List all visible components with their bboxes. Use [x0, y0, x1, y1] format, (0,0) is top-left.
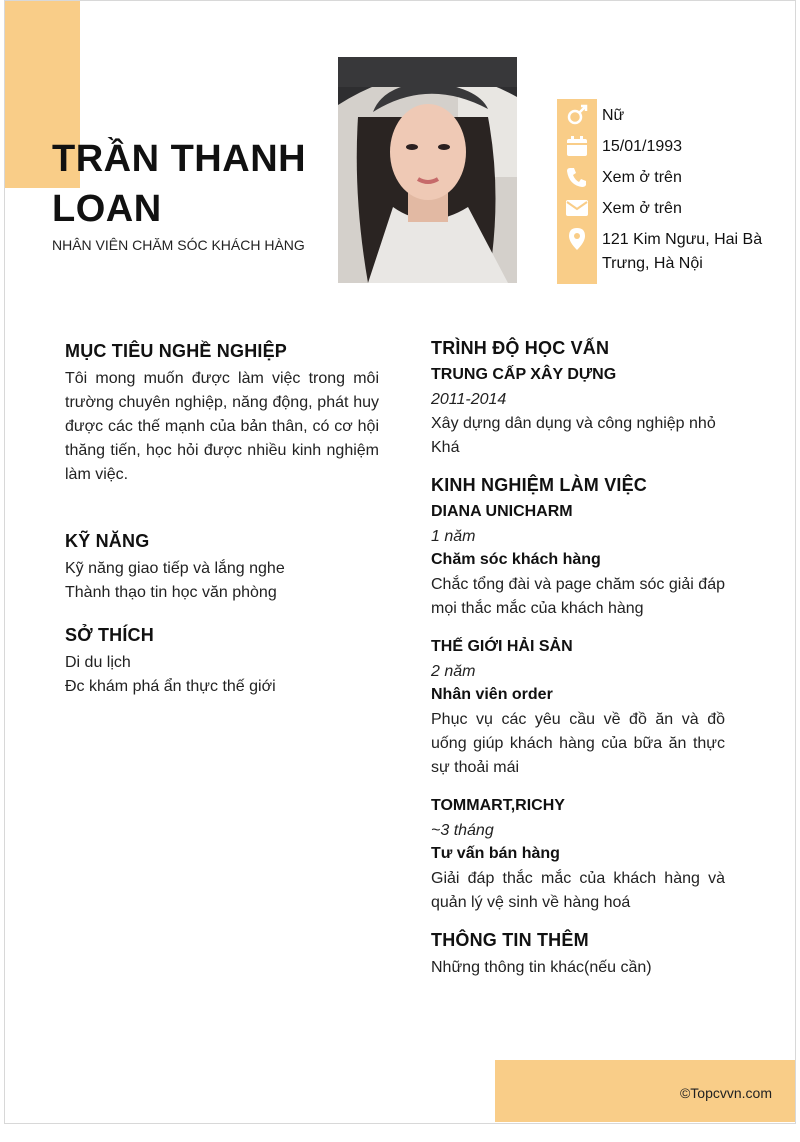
job-company: DIANA UNICHARM	[431, 503, 573, 520]
contact-address: 121 Kim Ngưu, Hai Bà Trưng, Hà Nội	[602, 231, 763, 272]
education-period: 2011-2014	[431, 391, 507, 408]
avatar-image	[338, 57, 517, 283]
job-description: Phục vụ các yêu cầu về đồ ăn và đồ uống giúp khách hàng của bữa ăn thực sự thoải mái	[431, 711, 725, 776]
job-position: Nhân viên order	[431, 686, 553, 703]
hobby-item: Di du lịch	[65, 654, 131, 671]
copyright-text[interactable]: ©Topcvvn.com	[679, 1085, 772, 1101]
experience-heading: KINH NGHIỆM LÀM VIỆC	[431, 475, 648, 495]
job-duration: 2 năm	[431, 663, 476, 680]
objective-heading: MỤC TIÊU NGHỀ NGHIỆP	[65, 341, 288, 361]
job-duration: ~3 tháng	[431, 822, 494, 839]
additional-text: Những thông tin khác(nếu cần)	[431, 959, 652, 976]
skills-heading: KỸ NĂNG	[65, 531, 150, 551]
job-company: TOMMART,RICHY	[431, 797, 565, 814]
additional-heading: THÔNG TIN THÊM	[431, 930, 589, 950]
job-duration: 1 năm	[431, 528, 476, 545]
skill-item: Thành thạo tin học văn phòng	[65, 584, 277, 601]
objective-text: Tôi mong muốn được làm việc trong môi trường chuyên nghiệp, năng động, phát huy được các thế mạnh của bản thân, có cơ hội thăng tiến, học hỏi được nhiều kinh nghiệm làm việc.	[65, 370, 379, 483]
contact-gender: Nữ	[602, 107, 625, 124]
job-title: NHÂN VIÊN CHĂM SÓC KHÁCH HÀNG	[52, 237, 305, 253]
location-icon	[564, 226, 590, 252]
job-position: Tư vấn bán hàng	[431, 845, 560, 862]
hobbies-heading: SỞ THÍCH	[65, 625, 154, 645]
candidate-name: TRẦN THANH LOAN	[52, 138, 307, 230]
avatar-photo	[338, 57, 517, 283]
skill-item: Kỹ năng giao tiếp và lắng nghe	[65, 560, 285, 577]
contact-phone[interactable]: Xem ở trên	[602, 169, 682, 186]
gender-icon	[564, 102, 590, 128]
calendar-icon	[564, 133, 590, 159]
contact-email[interactable]: Xem ở trên	[602, 200, 682, 217]
education-school: TRUNG CẤP XÂY DỰNG	[431, 366, 617, 383]
education-major: Xây dựng dân dụng và công nghiệp nhỏ	[431, 415, 716, 432]
email-icon	[564, 195, 590, 221]
contact-birthday: 15/01/1993	[602, 138, 683, 155]
job-description: Chắc tổng đài và page chăm sóc giải đáp mọi thắc mắc của khách hàng	[431, 576, 725, 617]
job-position: Chăm sóc khách hàng	[431, 551, 601, 568]
job-description: Giải đáp thắc mắc của khách hàng và quản lý vệ sinh về hàng hoá	[431, 870, 725, 911]
education-heading: TRÌNH ĐỘ HỌC VẤN	[431, 338, 610, 358]
phone-icon	[564, 164, 590, 190]
job-company: THẾ GIỚI HẢI SẢN	[431, 638, 573, 655]
hobby-item: Đc khám phá ẩn thực thế giới	[65, 678, 276, 695]
education-grade: Khá	[431, 439, 460, 456]
